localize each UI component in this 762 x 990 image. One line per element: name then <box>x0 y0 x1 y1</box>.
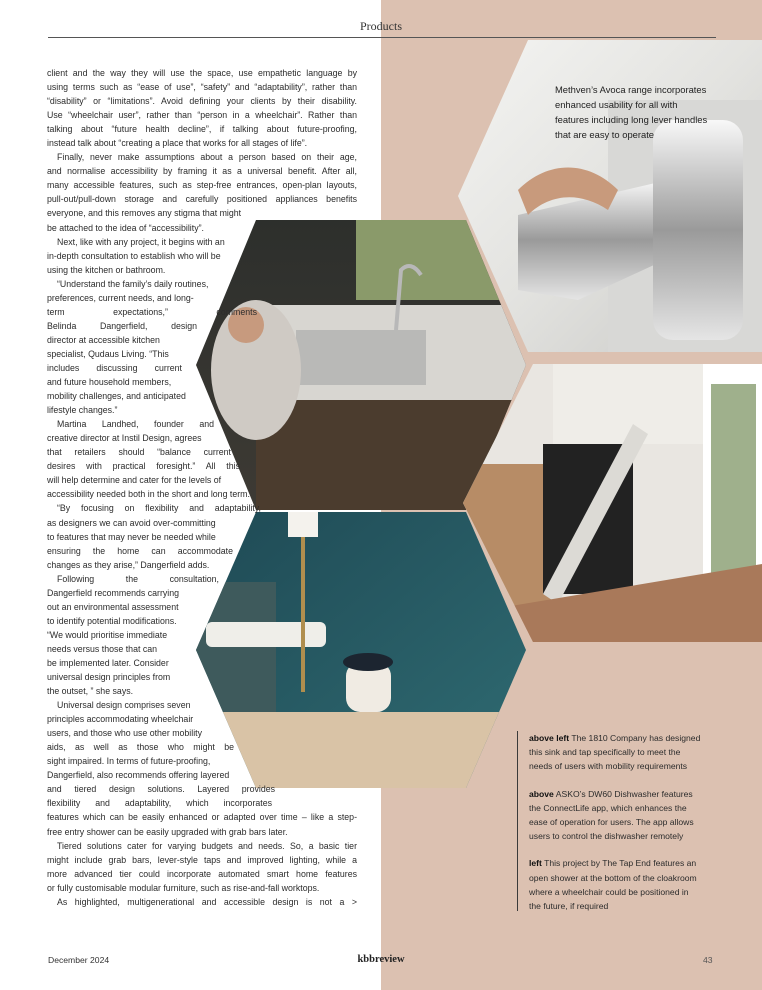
body-line: features which can be easily enhanced or adapted over time – like a step- <box>47 812 357 823</box>
body-line: lifestyle changes.” <box>47 405 118 416</box>
caption-line: features including long lever handles <box>555 113 708 125</box>
body-line: Dangerfield, also recommends offering layered <box>47 770 230 781</box>
body-line: Tiered solutions cater for varying budgets and needs. So, a basic tier <box>57 840 357 851</box>
caption-line: this sink and tap specifically to meet the <box>529 747 681 758</box>
body-line: using terms such as “ease of use”, “safety” and “adaptability”, rather than <box>47 82 357 93</box>
body-line: preferences, current needs, and long- <box>47 292 194 303</box>
body-line: everyone, and this removes any stigma that might <box>47 208 242 219</box>
body-line: director at accessible kitchen <box>47 334 160 345</box>
caption-line: open shower at the bottom of the cloakroom <box>529 872 697 883</box>
page-number: 43 <box>703 955 713 965</box>
caption-line: ease of operation for users. The app allows <box>529 817 694 828</box>
caption-line: the ConnectLife app, which enhances the <box>529 802 687 813</box>
body-line: and tiered design solutions. Layered provides <box>47 784 275 795</box>
caption-line: The 1810 Company has designed <box>569 733 701 743</box>
body-line: Universal design comprises seven <box>57 700 191 711</box>
body-line: Following the consultation, <box>57 573 219 584</box>
caption-line: the future, if required <box>529 901 609 912</box>
caption-line: enhanced usability for all with <box>555 98 678 110</box>
body-line: using the kitchen or bathroom. <box>47 264 166 275</box>
body-line: more advanced tier could incorporate automated smart home features <box>47 868 357 879</box>
caption-dishwasher <box>529 787 729 844</box>
body-line: As highlighted, multigenerational and accessible design is not a > <box>57 896 357 907</box>
body-line: includes discussing current <box>47 362 182 373</box>
caption-cloakroom <box>529 856 729 913</box>
header-rule <box>48 37 716 38</box>
body-line: flexibility and adaptability, which incorporates <box>47 798 272 809</box>
body-line: and normalise accessibility by framing it as a universal benefit. After all, <box>47 166 357 177</box>
body-line: “Understand the family’s daily routines, <box>57 278 209 289</box>
body-line: out an environmental assessment <box>47 601 179 612</box>
body-line: Belinda Dangerfield, design <box>47 320 197 331</box>
body-line: to features that may never be needed while <box>47 531 216 542</box>
body-line: users, and those who use other mobility <box>47 728 203 739</box>
caption-sink <box>529 731 729 774</box>
body-line: Martina Landhed, founder and <box>57 419 214 430</box>
body-line: talking about “future health decline”, if talking about future-proofing, <box>47 124 357 135</box>
caption-tap <box>555 83 735 143</box>
body-line: specialist, Qudaus Living. “This <box>47 348 169 359</box>
body-line: instead talk about “creating a place that works for all stages of life”. <box>47 138 308 149</box>
body-line: the outset, ” she says. <box>47 686 134 697</box>
body-line: “By focusing on flexibility and adaptability, <box>57 503 261 514</box>
body-line: creative director at Instil Design, agrees <box>47 433 202 444</box>
body-line: accessibility needed both in the short and long term. <box>47 489 250 500</box>
body-line: free entry shower can be easily upgraded with grab bars later. <box>47 826 288 837</box>
caption-line: needs of users with mobility requirements <box>529 761 688 772</box>
body-line: term expectations,” comments <box>47 306 257 317</box>
body-line: “We would prioritise immediate <box>47 629 168 640</box>
body-line: be attached to the idea of “accessibility”. <box>47 222 204 233</box>
body-line: ensuring the home can accommodate <box>47 545 233 556</box>
body-line: in-depth consultation to establish who will be <box>47 250 221 261</box>
footer-date: December 2024 <box>48 955 110 965</box>
caption-label: above left <box>529 733 570 743</box>
caption-line: that are easy to operate <box>555 128 655 140</box>
caption-label: left <box>529 858 542 869</box>
caption-line: users to control the dishwasher remotely <box>529 831 684 842</box>
body-line: aids, as well as those who might be <box>47 742 234 753</box>
body-line: or fully customisable modular furniture, such as rise-and-fall worktops. <box>47 882 320 893</box>
body-line: client and the way they will use the space, use empathetic language by <box>47 68 357 78</box>
article-body <box>47 66 357 909</box>
body-line: universal design principles from <box>47 672 171 683</box>
body-line: be implemented later. Consider <box>47 657 169 668</box>
body-line: Use “wheelchair user”, rather than “person in a wheelchair”. Rather than <box>47 110 357 121</box>
body-line: Next, like with any project, it begins with an <box>57 236 225 247</box>
body-line: sight impaired. In terms of future-proofing, <box>47 756 211 767</box>
body-line: changes as they arise,” Dangerfield adds. <box>47 559 210 570</box>
caption-line: This project by The Tap End features an <box>541 858 697 869</box>
body-line: Finally, never make assumptions about a person based on their age, <box>57 152 357 163</box>
section-title: Products <box>360 19 402 33</box>
body-line: needs versus those that can <box>47 643 158 654</box>
body-line: mobility challenges, and anticipated <box>47 391 186 402</box>
body-line: Dangerfield recommends carrying <box>47 587 180 598</box>
body-line: and future household members, <box>47 377 172 388</box>
caption-line: Methven’s Avoca range incorporates <box>555 84 707 95</box>
body-line: might include grab bars, lever-style taps and improved lighting, while a <box>47 854 357 865</box>
body-line: as designers we can avoid over-committing <box>47 517 216 528</box>
body-line: many accessible features, such as step-free entrances, open-plan layouts, <box>47 180 357 191</box>
body-line: pull-out/pull-down storage and carefully positioned appliances benefits <box>47 194 357 205</box>
body-line: principles accommodating wheelchair <box>47 714 194 725</box>
photo-captions <box>517 731 729 911</box>
body-line: desires with practical foresight.” All this <box>47 461 240 472</box>
caption-line: where a wheelchair could be positioned in <box>529 886 689 897</box>
caption-line: ASKO’s DW60 Dishwasher features <box>553 788 693 799</box>
body-line: “disability” or “limitations”. Avoid defining your clients by their disability. <box>47 96 357 107</box>
body-line: that retailers should “balance current <box>47 447 231 458</box>
body-line: will help determine and cater for the levels of <box>47 475 222 486</box>
caption-label: above <box>529 788 554 799</box>
body-line: to identify potential modifications. <box>47 615 177 626</box>
magazine-logo: kbbreview <box>357 954 405 965</box>
